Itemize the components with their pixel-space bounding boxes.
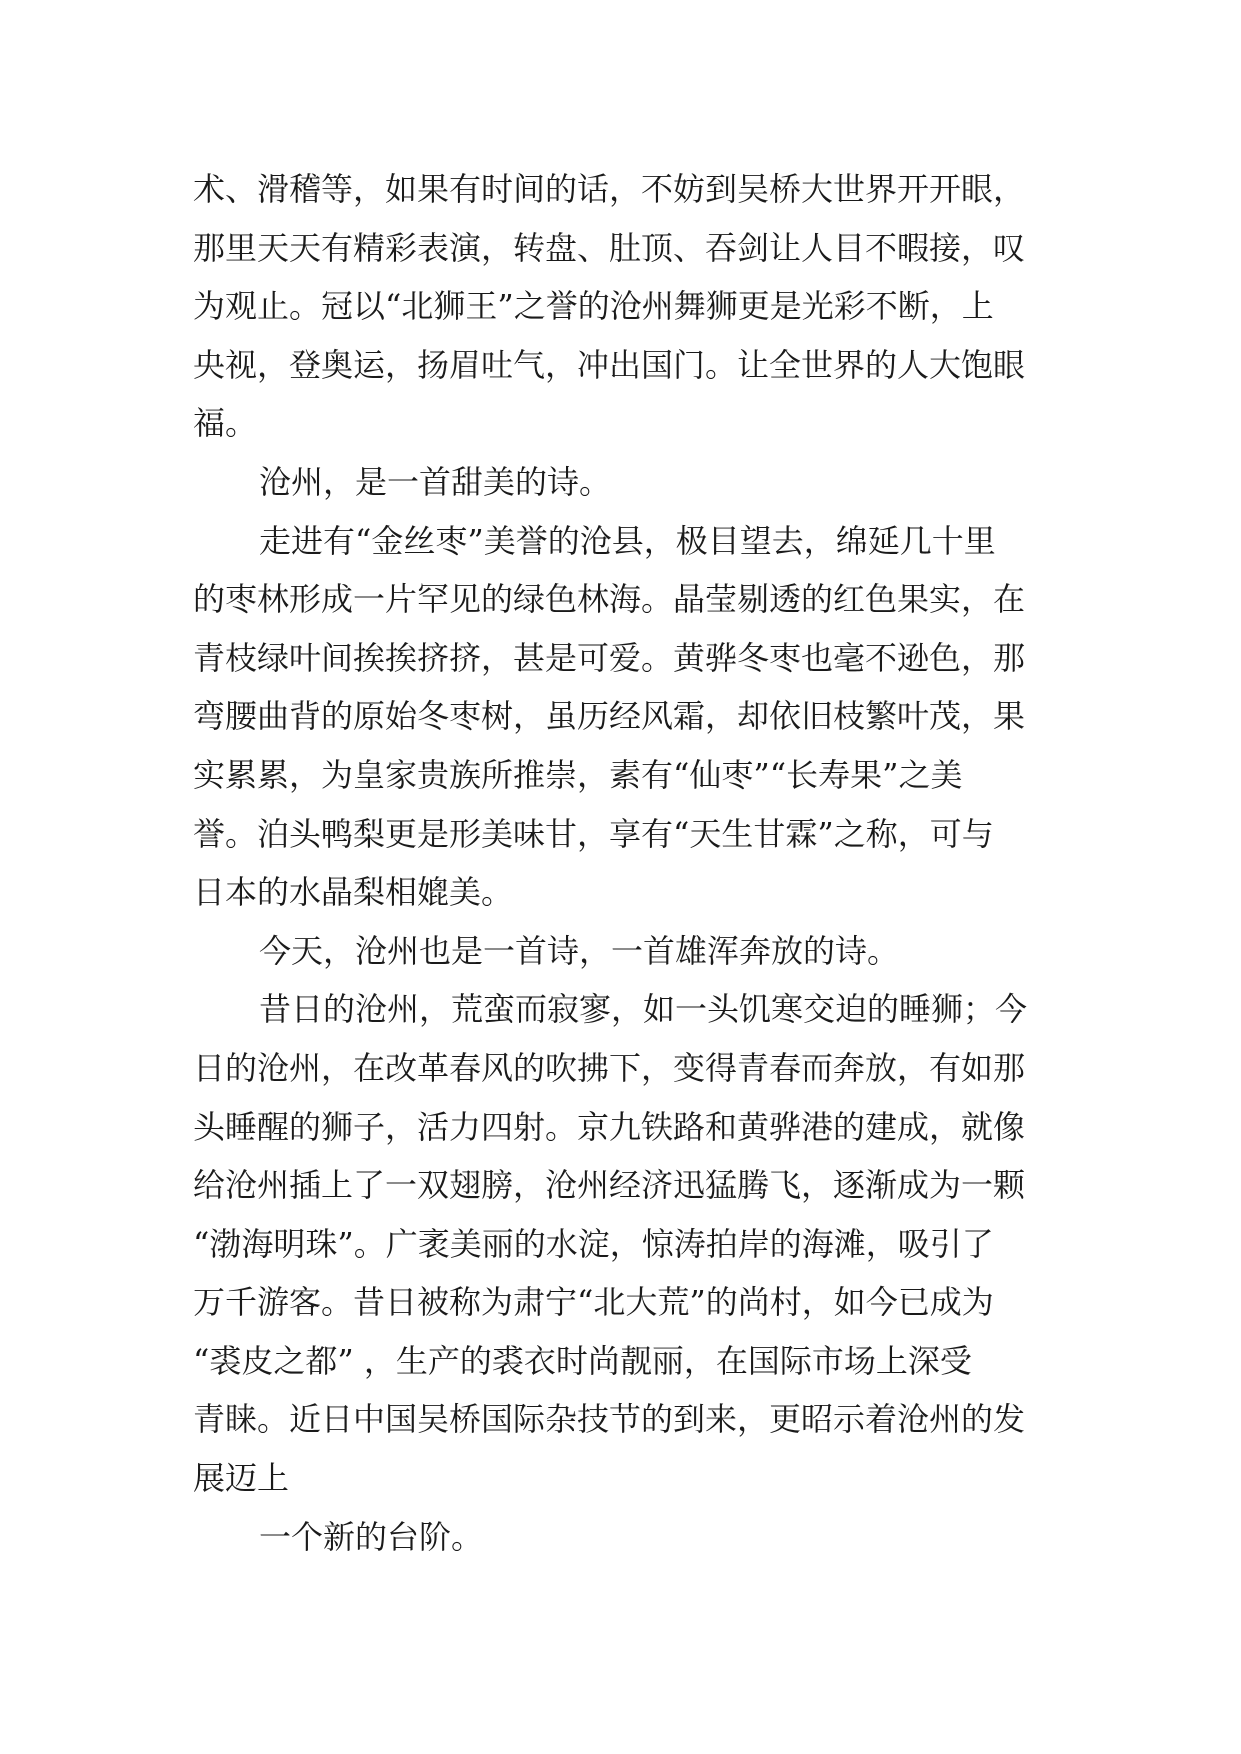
text-line: 为观止。冠以“北狮王”之誉的沧州舞狮更是光彩不断，上	[193, 287, 994, 326]
text-line: 央视，登奥运，扬眉吐气，冲出国门。让全世界的人大饱眼	[193, 345, 1026, 384]
text-line: 青枝绿叶间挨挨挤挤，甚是可爱。黄骅冬枣也毫不逊色，那	[193, 638, 1026, 677]
text-line: 那里天天有精彩表演，转盘、肚顶、吞剑让人目不暇接，叹	[193, 228, 1026, 267]
text-line: “渤海明珠”。广袤美丽的水淀，惊涛拍岸的海滩，吸引了	[193, 1224, 994, 1263]
paragraph-first-line: 沧州，是一首甜美的诗。	[259, 462, 612, 501]
text-line: “裘皮之都” ，生产的裘衣时尚靓丽，在国际市场上深受	[193, 1341, 972, 1380]
text-line: 展迈上	[193, 1459, 290, 1498]
text-line: 日的沧州，在改革春风的吹拂下，变得青春而奔放，有如那	[193, 1048, 1026, 1087]
text-line: 福。	[193, 404, 258, 443]
paragraph-first-line: 昔日的沧州，荒蛮而寂寥，如一头饥寒交迫的睡狮；今	[259, 990, 1028, 1029]
text-line: 实累累，为皇家贵族所推崇，素有“仙枣”“长寿果”之美	[193, 755, 963, 794]
paragraph-first-line: 今天，沧州也是一首诗，一首雄浑奔放的诗。	[259, 931, 900, 970]
text-line: 头睡醒的狮子，活力四射。京九铁路和黄骅港的建成，就像	[193, 1107, 1026, 1146]
text-line: 弯腰曲背的原始冬枣树，虽历经风霜，却依旧枝繁叶茂，果	[193, 697, 1026, 736]
text-line: 青睐。近日中国吴桥国际杂技节的到来，更昭示着沧州的发	[193, 1400, 1026, 1439]
text-line: 给沧州插上了一双翅膀，沧州经济迅猛腾飞，逐渐成为一颗	[193, 1166, 1026, 1205]
text-line: 的枣林形成一片罕见的绿色林海。晶莹剔透的红色果实，在	[193, 580, 1026, 619]
text-line: 日本的水晶梨相媲美。	[193, 873, 514, 912]
paragraph-first-line: 一个新的台阶。	[259, 1517, 484, 1556]
body-text	[193, 160, 1073, 1566]
text-line: 万千游客。昔日被称为肃宁“北大荒”的尚村，如今已成为	[193, 1283, 994, 1322]
text-line: 术、滑稽等，如果有时间的话，不妨到吴桥大世界开开眼，	[193, 170, 1026, 208]
paragraph-first-line: 走进有“金丝枣”美誉的沧县，极目望去，绵延几十里	[259, 521, 996, 560]
text-line: 誉。泊头鸭梨更是形美味甘，享有“天生甘霖”之称，可与	[193, 814, 994, 853]
